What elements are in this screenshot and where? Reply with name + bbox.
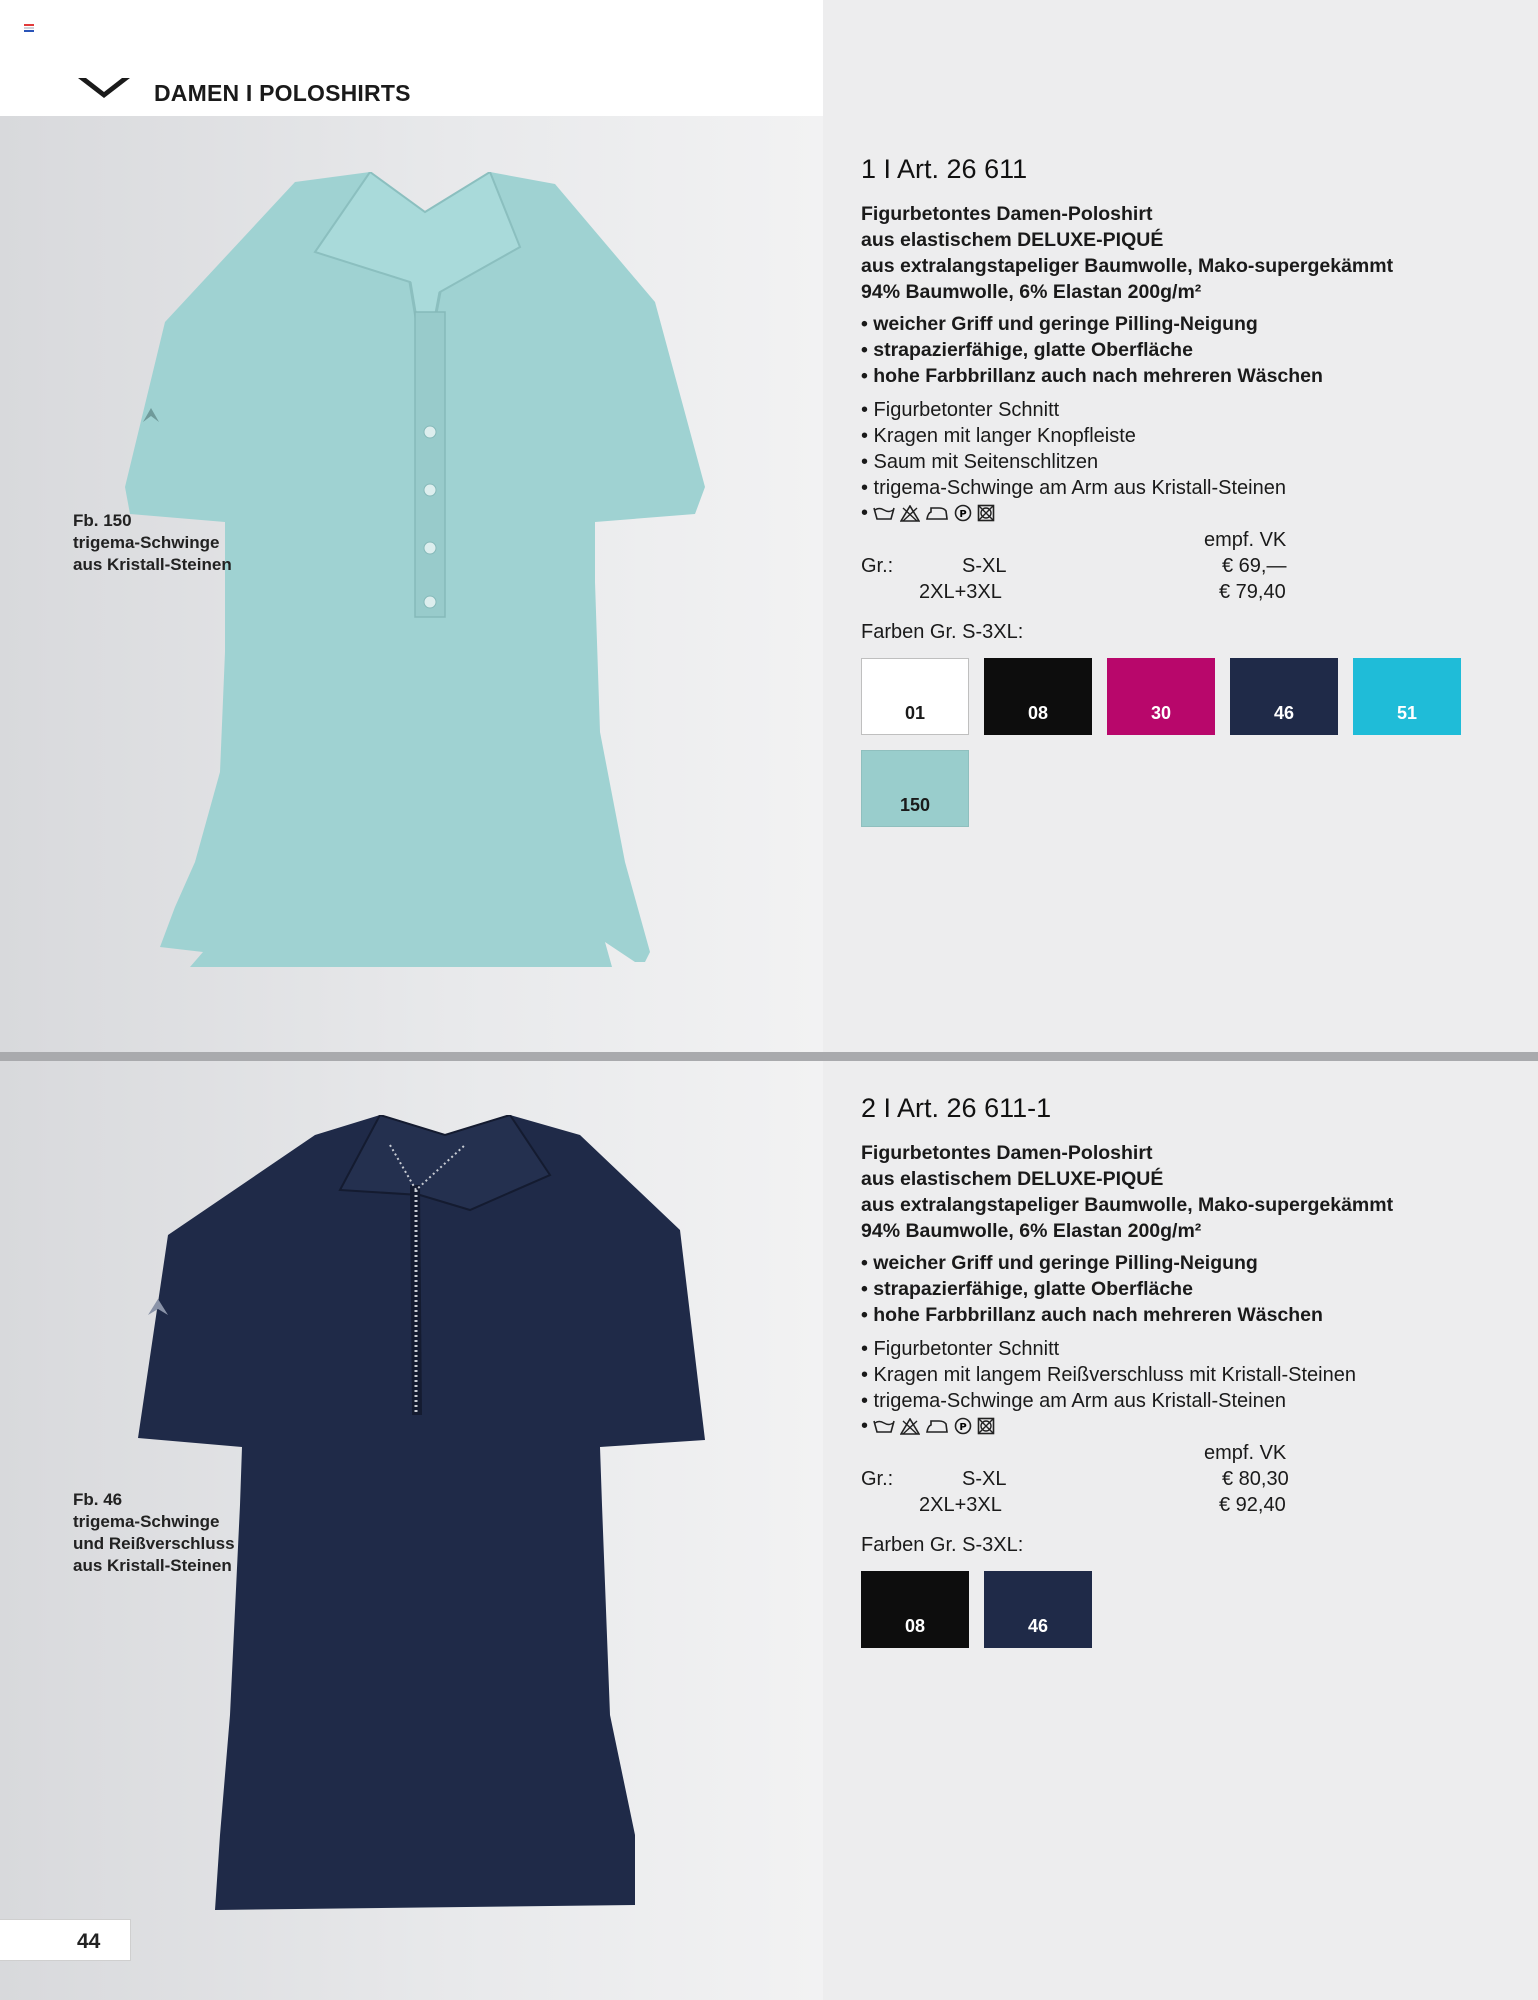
color-swatch[interactable] [861,658,969,735]
care-symbols [861,501,1501,525]
callout-line: und Reißverschluss [73,1534,235,1553]
product-photo-2 [0,1061,823,2000]
size-value: S-XL [962,555,1007,577]
product-photo-1 [0,116,823,1052]
price-table [861,529,1501,609]
swatch-code: 150 [899,795,931,815]
page-header [0,0,823,116]
color-swatches [861,1571,1481,1648]
size-label: Gr.: [861,555,894,577]
description-line: 94% Baumwolle, 6% Elastan 200g/m² [861,1220,1202,1242]
callout-line: aus Kristall-Steinen [73,1556,232,1575]
article-title: 2 I Art. 26 611-1 [861,1093,1052,1123]
color-callout-1 [73,510,232,576]
list-item: • Figurbetonter Schnitt [861,1338,1060,1360]
swatch-code: 51 [1396,703,1418,723]
colors-label: Farben Gr. S-3XL: [861,1534,1024,1556]
callout-line: aus Kristall-Steinen [73,555,232,574]
list-item: • strapazierfähige, glatte Oberfläche [861,1278,1193,1300]
section-divider [0,1052,1538,1061]
list-item: • Figurbetonter Schnitt [861,399,1060,421]
page-number: 44 [77,1930,101,1953]
list-item: • Kragen mit langer Knopfleiste [861,425,1136,447]
description-line: aus elastischem DELUXE-PIQUÉ [861,229,1164,251]
swatch-code: 30 [1150,703,1172,723]
price-header: empf. VK [1204,529,1287,551]
bold-feature-list [861,311,1501,389]
no-tumble-dry-icon [977,504,995,522]
color-swatch[interactable] [984,1571,1092,1648]
iron-icon [925,1418,949,1434]
swatch-code: 08 [904,1616,926,1636]
callout-line: trigema-Schwinge [73,1512,220,1531]
care-bullet: • [861,502,869,524]
swatch-code: 01 [904,703,926,723]
list-item: • Kragen mit langem Reißverschluss mit Kristall-Steinen [861,1364,1356,1386]
flag-icon [24,24,34,32]
list-item: • weicher Griff und geringe Pilling-Neigung [861,1252,1258,1274]
care-bullet: • [861,1415,869,1437]
wash-30-icon [873,505,895,521]
iron-icon [925,505,949,521]
page-number-box [0,1919,131,1961]
list-item: • trigema-Schwinge am Arm aus Kristall-Steinen [861,477,1286,499]
size-value: S-XL [962,1468,1007,1490]
bold-feature-list [861,1250,1501,1328]
swatch-code: 46 [1027,1616,1049,1636]
price-table [861,1442,1501,1522]
price-value: € 92,40 [1219,1494,1286,1516]
color-swatch[interactable] [1353,658,1461,735]
list-item: • hohe Farbbrillanz auch nach mehreren Wäschen [861,1304,1323,1326]
no-bleach-icon [900,1418,920,1435]
no-bleach-icon [900,505,920,522]
description-line: 94% Baumwolle, 6% Elastan 200g/m² [861,281,1202,303]
article-title: 1 I Art. 26 611 [861,154,1028,184]
list-item: • weicher Griff und geringe Pilling-Neigung [861,313,1258,335]
colors-label: Farben Gr. S-3XL: [861,621,1024,643]
product-info-1 [861,154,1501,827]
list-item: • strapazierfähige, glatte Oberfläche [861,339,1193,361]
dry-clean-p-icon [954,1417,972,1435]
feature-list [861,397,1501,525]
description-line: aus elastischem DELUXE-PIQUÉ [861,1168,1164,1190]
price-value: € 79,40 [1219,581,1286,603]
price-value: € 80,30 [1222,1468,1289,1490]
color-swatch[interactable] [861,750,969,827]
swatch-code: 08 [1027,703,1049,723]
price-header: empf. VK [1204,1442,1287,1464]
feature-list [861,1336,1501,1438]
color-swatch[interactable] [984,658,1092,735]
dry-clean-p-icon [954,504,972,522]
page-title: DAMEN I POLOSHIRTS [154,80,411,106]
flag-stripe [24,30,34,32]
description-line: Figurbetontes Damen-Poloshirt [861,1142,1153,1164]
no-tumble-dry-icon [977,1417,995,1435]
size-value: 2XL+3XL [919,1494,1002,1516]
size-label: Gr.: [861,1468,894,1490]
description-line: Figurbetontes Damen-Poloshirt [861,203,1153,225]
color-swatch[interactable] [861,1571,969,1648]
color-swatch[interactable] [1230,658,1338,735]
svg-text:P: P [959,1422,967,1433]
swatch-code: 46 [1273,703,1295,723]
list-item: • Saum mit Seitenschlitzen [861,451,1099,473]
flag-stripe [24,24,34,26]
product-info-2 [861,1093,1501,1648]
description-line: aus extralangstapeliger Baumwolle, Mako-supergekämmt [861,1194,1394,1216]
trigema-wing-logo-icon [76,74,132,104]
callout-line: Fb. 150 [73,511,132,530]
product-description [861,1140,1501,1244]
list-item: • trigema-Schwinge am Arm aus Kristall-Steinen [861,1390,1286,1412]
list-item: • hohe Farbbrillanz auch nach mehreren Wäschen [861,365,1323,387]
color-swatch[interactable] [1107,658,1215,735]
color-swatches [861,658,1481,827]
polo-shirt-turquoise-image [125,172,715,1052]
description-line: aus extralangstapeliger Baumwolle, Mako-supergekämmt [861,255,1394,277]
color-callout-2 [73,1489,235,1577]
svg-text:P: P [959,509,967,520]
price-value: € 69,— [1222,555,1287,577]
wash-30-icon [873,1418,895,1434]
care-symbols [861,1414,1501,1438]
product-description [861,201,1501,305]
callout-line: trigema-Schwinge [73,533,220,552]
size-value: 2XL+3XL [919,581,1002,603]
callout-line: Fb. 46 [73,1490,123,1509]
flag-stripe [24,27,34,29]
